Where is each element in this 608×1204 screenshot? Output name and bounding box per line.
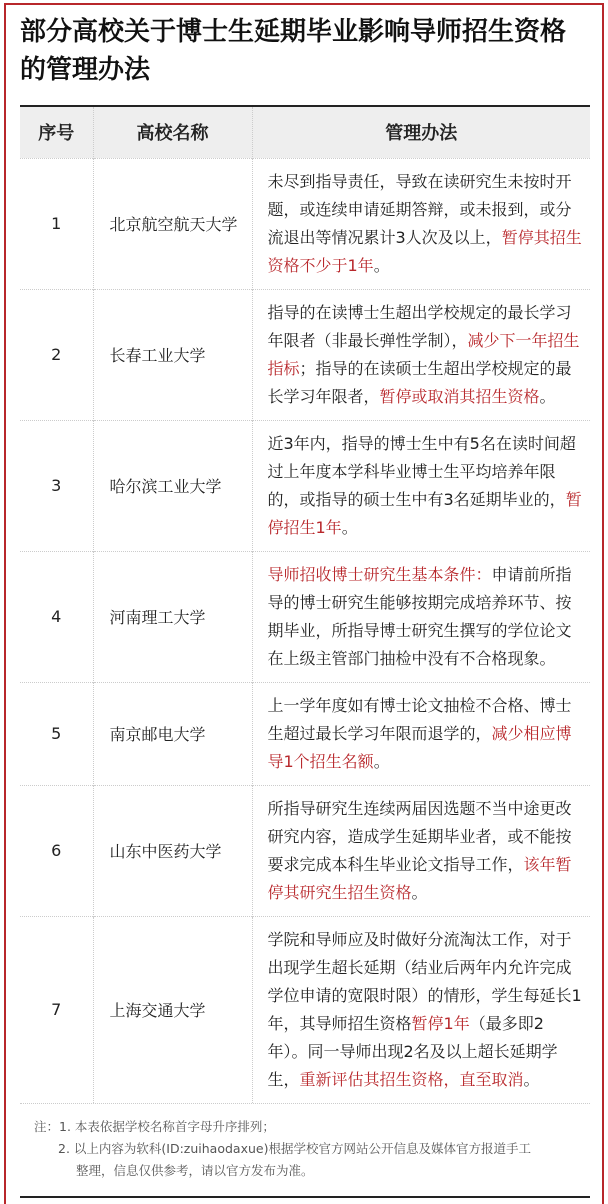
footnotes [20,1103,590,1196]
highlighted-penalty: 暂停1年 [411,1013,470,1033]
school-name: 河南理工大学 [93,551,252,682]
school-name: 南京邮电大学 [93,682,252,785]
method-text: 。 [523,1069,540,1089]
method-text: 申请前所指导的博士研究生能够按期完成培养环节、按期毕业，所指导博士研究生撰写的学位论文在上级主管部门抽检中没有不合格现象。 [267,564,572,668]
note-2: 2. 以上内容为软科(ID:zuihaodaxue)根据学校官方网站公开信息及媒体官方报道手工 [58,1140,531,1156]
table-row [20,916,590,1103]
method-text: ；指导的在读硕士生超出学校规定的最长学习年限者， [267,358,572,406]
row-number: 5 [20,682,93,785]
method-text: 所指导研究生连续两届因选题不当中途更改研究内容，造成学生延期毕业者，或不能按要求完成本科生毕业论文指导工作， [267,798,572,874]
highlighted-penalty: 重新评估其招生资格，直至取消 [299,1069,524,1089]
highlighted-penalty: 减少相应博导1个招生名额 [267,723,572,771]
school-name: 哈尔滨工业大学 [93,420,252,551]
table-header [20,107,590,158]
method-text: 。 [539,386,556,406]
school-name: 山东中医药大学 [93,785,252,916]
table-row [20,158,590,289]
highlighted-penalty: 暂停或取消其招生资格 [379,386,540,406]
method-text: 学院和导师应及时做好分流淘汰工作，对于出现学生超长延期（结业后两年内允许完成学位申请的宽限时限）的情形，学生每延长1年，其导师招生资格 [267,929,582,1033]
policy-table [20,107,590,1103]
header-method: 管理办法 [252,107,590,158]
management-method [252,420,590,551]
school-name: 北京航空航天大学 [93,158,252,289]
management-method [252,289,590,420]
table-row [20,289,590,420]
school-name: 长春工业大学 [93,289,252,420]
row-number: 7 [20,916,93,1103]
row-number: 3 [20,420,93,551]
header-no: 序号 [20,107,93,158]
red-frame [4,3,604,1204]
highlighted-penalty: 暂停招生1年 [267,489,582,537]
divider [20,1196,590,1198]
method-text: 未尽到指导责任，导致在读研究生未按时开题，或连续申请延期答辩，或未报到，或分流退出等情况累计3人次及以上， [267,171,572,247]
highlighted-penalty: 暂停其招生资格不少于1年 [267,227,582,275]
school-name: 上海交通大学 [93,916,252,1103]
management-method [252,158,590,289]
highlighted-penalty: 导师招收博士研究生基本条件： [267,564,492,584]
row-number: 4 [20,551,93,682]
note-2-cont: 整理，信息仅供参考，请以官方发布为准。 [76,1162,314,1178]
management-method [252,551,590,682]
management-method [252,682,590,785]
method-text: 。 [373,255,390,275]
method-text: 指导的在读博士生超出学校规定的最长学习年限者（非最长弹性学制）， [267,302,572,350]
management-method [252,916,590,1103]
method-text: 。 [373,751,390,771]
method-text: （最多即2年）。同一导师出现2名及以上超长延期学生， [267,1013,558,1089]
method-text: 上一学年度如有博士论文抽检不合格、博士生超过最长学习年限而退学的， [267,695,572,743]
page-title: 部分高校关于博士生延期毕业影响导师招生资格的管理办法 [20,17,567,85]
row-number: 6 [20,785,93,916]
management-method [252,785,590,916]
note-1: 注：1. 本表依据学校名称首字母升序排列； [34,1118,275,1134]
method-text: 近3年内，指导的博士生中有5名在读时间超过上年度本学科毕业博士生平均培养年限的，或指导的硕士生中有3名延期毕业的， [267,433,576,509]
table-row [20,420,590,551]
row-number: 2 [20,289,93,420]
table-row [20,785,590,916]
table-row [20,551,590,682]
row-number: 1 [20,158,93,289]
table-row [20,682,590,785]
highlighted-penalty: 减少下一年招生指标 [267,330,580,378]
header-school: 高校名称 [93,107,252,158]
highlighted-penalty: 该年暂停其研究生招生资格 [267,854,572,902]
method-text: 。 [341,517,358,537]
method-text: 。 [411,882,428,902]
